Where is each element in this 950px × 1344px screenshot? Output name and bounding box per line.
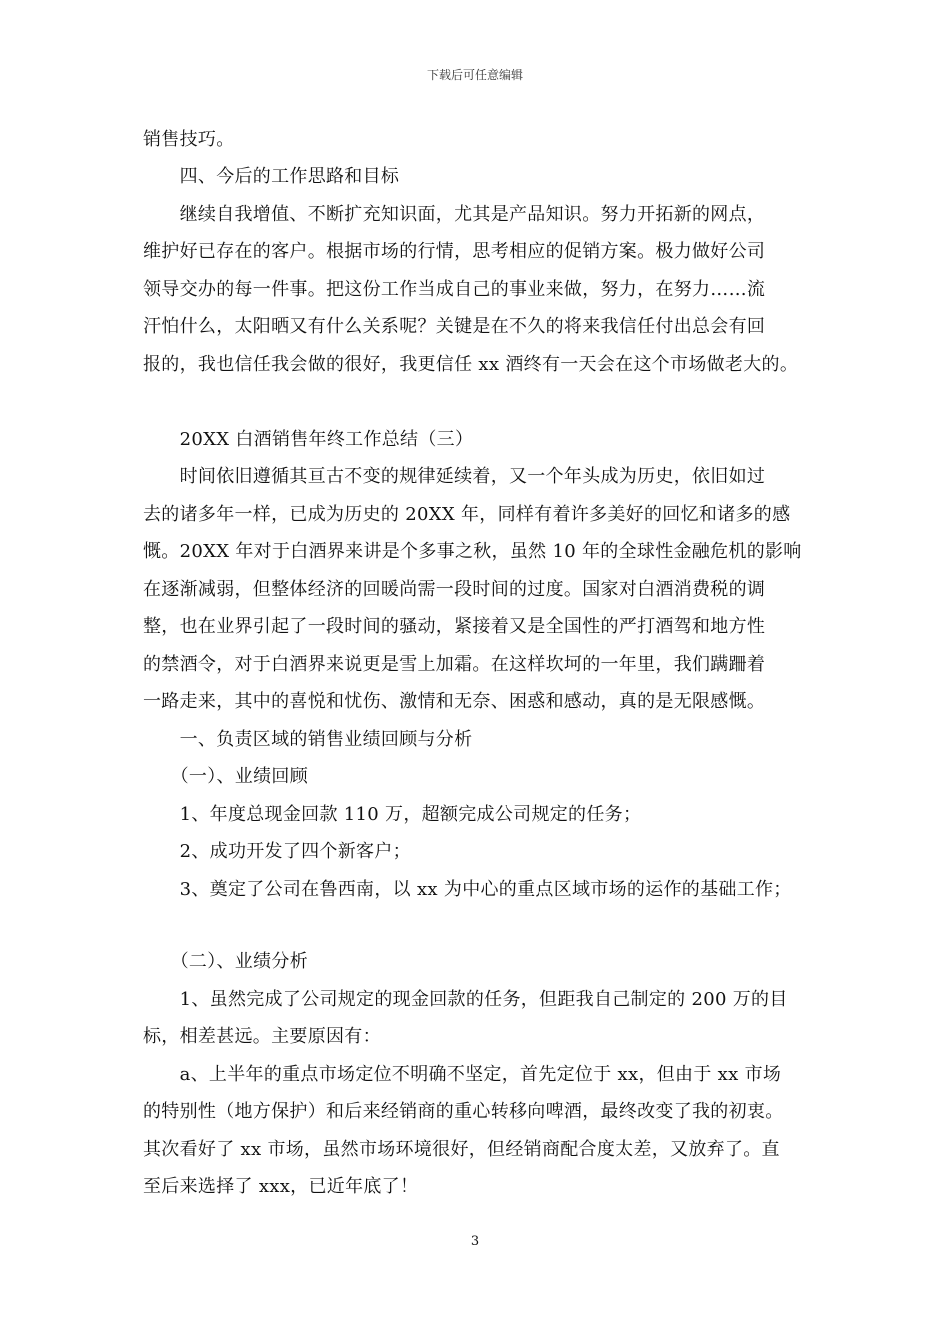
text-line: 在逐渐减弱，但整体经济的回暖尚需一段时间的过度。国家对白酒消费税的调 <box>143 579 766 600</box>
text-line: 的特别性（地方保护）和后来经销商的重心转移向啤酒，最终改变了我的初衷。 <box>143 1101 784 1122</box>
text-line: 慨。20XX 年对于白酒界来讲是个多事之秋，虽然 10 年的全球性金融危机的影响 <box>143 541 802 562</box>
text-line: 至后来选择了 xxx，已近年底了！ <box>143 1176 419 1197</box>
text-line: 其次看好了 xx 市场，虽然市场环境很好，但经销商配合度太差，又放弃了。直 <box>143 1139 780 1160</box>
page-number: 3 <box>470 1234 480 1249</box>
text-line: 的禁酒令，对于白酒界来说更是雪上加霜。在这样坎坷的一年里，我们蹒跚着 <box>143 654 766 675</box>
text-line: 汗怕什么，太阳晒又有什么关系呢？关键是在不久的将来我信任付出总会有回 <box>143 316 766 337</box>
text-line: 去的诸多年一样，已成为历史的 20XX 年，同样有着许多美好的回忆和诸多的感 <box>143 504 791 525</box>
list-item: 1、年度总现金回款 110 万，超额完成公司规定的任务； <box>143 804 642 825</box>
text-line: 1、虽然完成了公司规定的现金回款的任务，但距我自己制定的 200 万的目 <box>143 989 788 1010</box>
document-title: 20XX 白酒销售年终工作总结（三） <box>143 429 474 450</box>
section-heading: 一、负责区域的销售业绩回顾与分析 <box>143 729 473 750</box>
text-line: 报的，我也信任我会做的很好，我更信任 xx 酒终有一天会在这个市场做老大的。 <box>143 354 799 375</box>
list-item: 2、成功开发了四个新客户； <box>143 841 411 862</box>
text-line: 标，相差甚远。主要原因有： <box>143 1026 381 1047</box>
page-header: 下载后可任意编辑 <box>426 68 523 82</box>
text-line: 整，也在业界引起了一段时间的骚动，紧接着又是全国性的严打酒驾和地方性 <box>143 616 766 637</box>
section-heading: 四、今后的工作思路和目标 <box>143 166 400 187</box>
subsection-heading: （二）、业绩分析 <box>143 951 308 972</box>
text-line: 一路走来，其中的喜悦和忧伤、激情和无奈、困惑和感动，真的是无限感慨。 <box>143 691 766 712</box>
text-line: 继续自我增值、不断扩充知识面，尤其是产品知识。努力开拓新的网点， <box>143 204 766 225</box>
text-line: 销售技巧。 <box>143 129 235 150</box>
subsection-heading: （一）、业绩回顾 <box>143 766 308 787</box>
text-line: 维护好已存在的客户。根据市场的行情，思考相应的促销方案。极力做好公司 <box>143 241 766 262</box>
list-item: 3、奠定了公司在鲁西南，以 xx 为中心的重点区域市场的运作的基础工作； <box>143 879 792 900</box>
text-line: 领导交办的每一件事。把这份工作当成自己的事业来做，努力，在努力……流 <box>143 279 766 300</box>
text-line: a、上半年的重点市场定位不明确不坚定，首先定位于 xx，但由于 xx 市场 <box>143 1064 782 1085</box>
text-line: 时间依旧遵循其亘古不变的规律延续着，又一个年头成为历史，依旧如过 <box>143 466 766 487</box>
